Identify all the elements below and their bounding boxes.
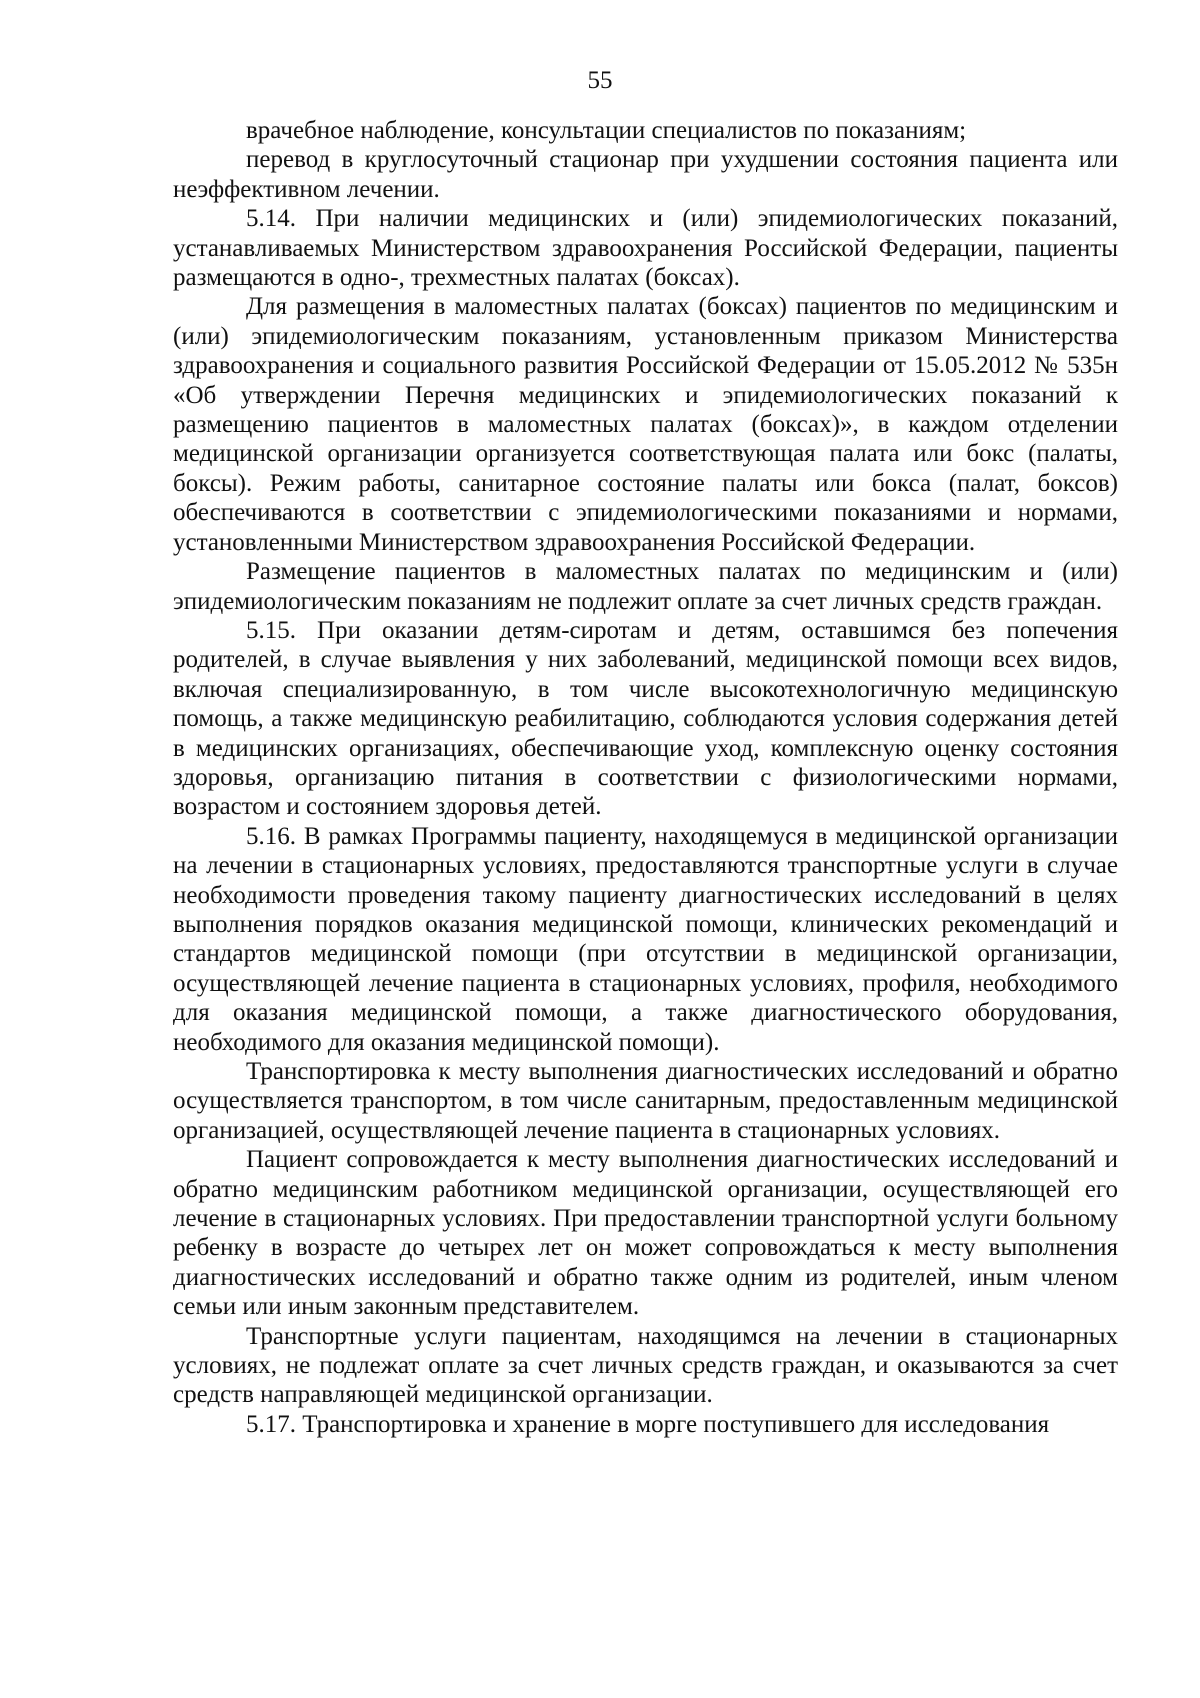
paragraph: Размещение пациентов в маломестных палатах по медицинским и (или) эпидемиологическим показаниям не подлежит оплате за счет личных средств граждан. [173,558,1118,615]
paragraph: 5.15. При оказании детям-сиротам и детям, оставшимся без попечения родителей, в случае выявления у них заболеваний, медицинской помощи всех видов, включая специализированную, в том числе высокотехнологичную медицинскую помощь, а также медицинскую реабилитацию, соблюдаются условия содержания детей в медицинских организациях, обеспечивающие уход, комплексную оценку состояния здоровья, организацию питания в соответствии с физиологическими нормами, возрастом и состоянием здоровья детей. [173,616,1118,821]
paragraph: перевод в круглосуточный стационар при ухудшении состояния пациента или неэффективном лечении. [173,146,1118,203]
paragraph: 5.14. При наличии медицинских и (или) эпидемиологических показаний, устанавливаемых Министерством здравоохранения Российской Федерации, пациенты размещаются в одно-, трехместных палатах (боксах). [173,205,1118,292]
paragraph: Для размещения в маломестных палатах (боксах) пациентов по медицинским и (или) эпидемиологическим показаниям, установленным приказом Министерства здравоохранения и социального развития Российской Федерации от 15.05.2012 № 535н «Об утверждении Перечня медицинских и эпидемиологических показаний к размещению пациентов в маломестных палатах (боксах)», в каждом отделении медицинской организации организуется соответствующая палата или бокс (палаты, боксы). Режим работы, санитарное состояние палаты или бокса (палат, боксов) обеспечиваются в соответствии с эпидемиологическими показаниями и нормами, установленными Министерством здравоохранения Российской Федерации. [173,293,1118,556]
paragraph: Пациент сопровождается к месту выполнения диагностических исследований и обратно медицинским работником медицинской организации, осуществляющей его лечение в стационарных условиях. При предоставлении транспортной услуги больному ребенку в возрасте до четырех лет он может сопровождаться к месту выполнения диагностических исследований и обратно также одним из родителей, иным членом семьи или иным законным представителем. [173,1146,1118,1321]
paragraph: Транспортные услуги пациентам, находящимся на лечении в стационарных условиях, не подлежат оплате за счет личных средств граждан, и оказываются за счет средств направляющей медицинской организации. [173,1322,1118,1409]
paragraph: Транспортировка к месту выполнения диагностических исследований и обратно осуществляется транспортом, в том числе санитарным, предоставленным медицинской организацией, осуществляющей лечение пациента в стационарных условиях. [173,1058,1118,1144]
paragraph: 5.16. В рамках Программы пациенту, находящемуся в медицинской организации на лечении в стационарных условиях, предоставляются транспортные услуги в случае необходимости проведения такому пациенту диагностических исследований в целях выполнения порядков оказания медицинской помощи, клинических рекомендаций и стандартов медицинской помощи (при отсутствии в медицинской организации, осуществляющей лечение пациента в стационарных условиях, профиля, необходимого для оказания медицинской помощи, а также диагностического оборудования, необходимого для оказания медицинской помощи). [173,822,1118,1056]
document-body [173,116,1118,1439]
paragraph: 5.17. Транспортировка и хранение в морге поступившего для исследования [246,1410,1050,1438]
page-number: 55 [587,67,613,94]
paragraph: врачебное наблюдение, консультации специалистов по показаниям; [246,117,967,144]
